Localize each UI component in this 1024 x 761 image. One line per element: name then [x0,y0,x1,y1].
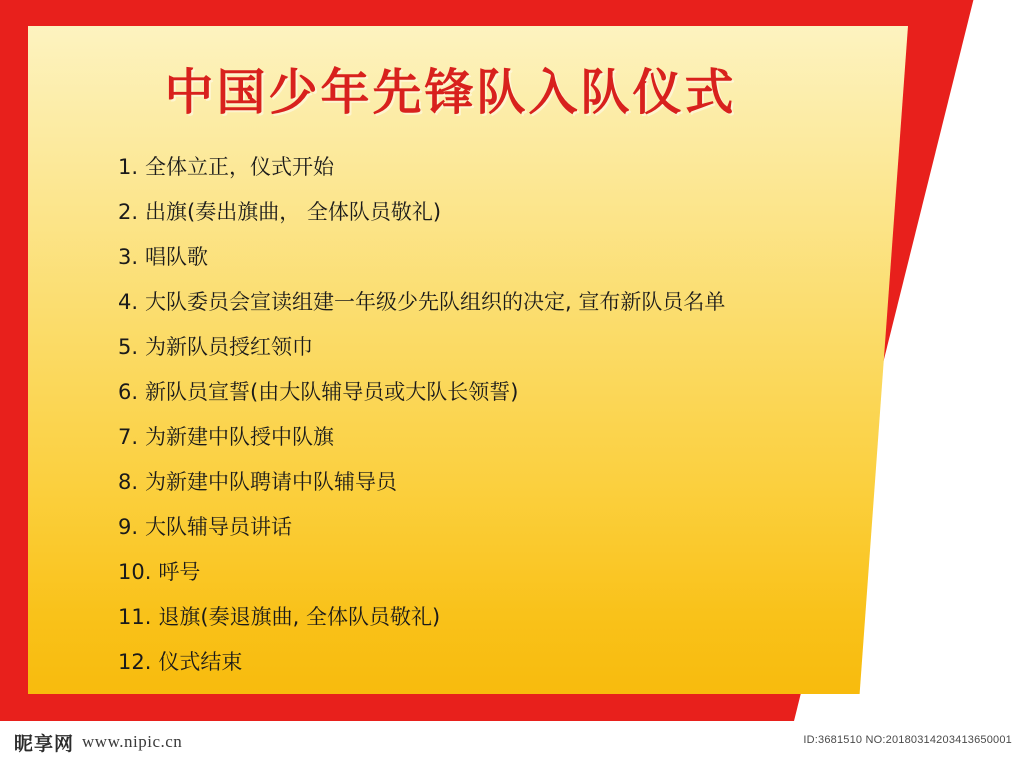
list-item [118,324,908,369]
list-item-number: 9. [118,514,139,539]
list-item [118,189,908,234]
list-item [118,459,908,504]
footer-bar [0,721,1024,761]
ceremony-steps-list [118,144,908,684]
list-item-text: 出旗(奏出旗曲， 全体队员敬礼) [145,199,442,224]
list-item-number: 7. [118,424,139,449]
list-item-text: 为新建中队聘请中队辅导员 [145,469,398,494]
site-branding[interactable] [14,729,182,755]
list-item-number: 2. [118,199,139,224]
list-item [118,279,908,324]
list-item-number: 4. [118,289,139,314]
list-item-text: 呼号 [158,559,201,584]
list-item-text: 退旗(奏退旗曲, 全体队员敬礼) [158,604,441,629]
list-item [118,594,908,639]
list-item-text: 为新队员授红领巾 [145,334,314,359]
list-item-text: 为新建中队授中队旗 [145,424,335,449]
list-item [118,639,908,684]
list-item-text: 新队员宣誓(由大队辅导员或大队长领誓) [145,379,519,404]
list-item-number: 8. [118,469,139,494]
list-item-text: 仪式结束 [158,649,243,674]
list-item-number: 3. [118,244,139,269]
list-item-text: 大队委员会宣读组建一年级少先队组织的决定, 宣布新队员名单 [145,289,726,314]
list-item-text: 大队辅导员讲话 [145,514,293,539]
list-item-number: 6. [118,379,139,404]
list-item-number: 11. [118,604,152,629]
list-item-number: 5. [118,334,139,359]
list-item [118,369,908,414]
list-item [118,549,908,594]
site-logo: 昵享网 [14,732,75,755]
document-id-label: ID:3681510 NO:20180314203413650001 [803,734,1012,746]
list-item [118,234,908,279]
list-item-text: 唱队歌 [145,244,209,269]
list-item-number: 12. [118,649,152,674]
list-item-number: 10. [118,559,152,584]
site-url[interactable]: www.nipic.cn [82,732,183,751]
list-item [118,414,908,459]
list-item [118,144,908,189]
page-title: 中国少年先锋队入队仪式 [164,64,737,121]
list-item-number: 1. [118,154,139,179]
list-item-text: 全体立正，仪式开始 [145,154,335,179]
list-item [118,504,908,549]
